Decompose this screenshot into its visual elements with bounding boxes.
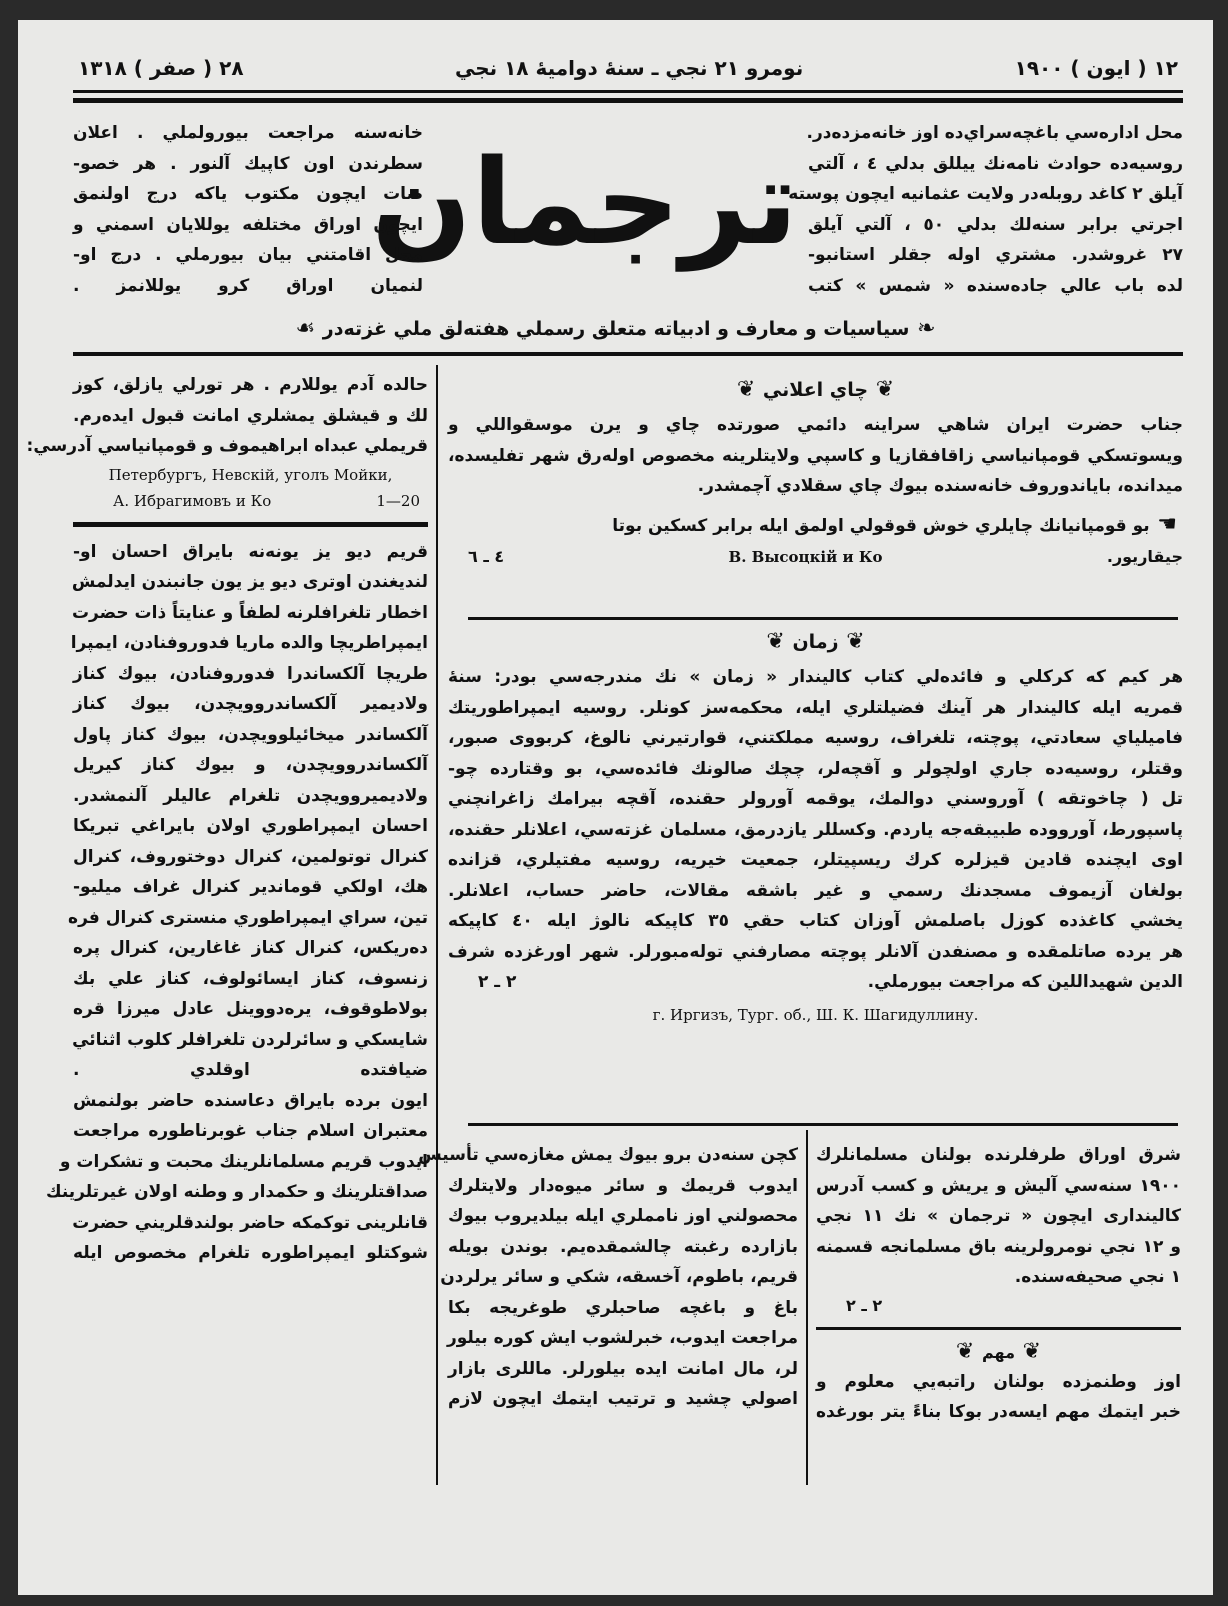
tea-advertisement bbox=[448, 376, 1183, 569]
text-line: لنديغندن اوترى ديو يز يون جانبندن ايدلمش bbox=[71, 572, 428, 592]
left-column bbox=[26, 370, 428, 1269]
text-line: محصولني اوز نامملري ايله بيلديروب بيوك bbox=[448, 1206, 798, 1226]
tea-footer: ٤ ـ ٦ В. Высоцкій и Ко جيقاريور. bbox=[468, 547, 1183, 566]
section-rule bbox=[468, 617, 1178, 620]
masthead-title: ترجمان bbox=[371, 133, 798, 271]
date-julian: ١٢ ( ايون ) ١٩٠٠ bbox=[1014, 56, 1178, 80]
text-line: لده باب عالي جاده‌سنده « شمس » كتب bbox=[808, 275, 1183, 296]
text-line: ٢٧ غروشدر. مشتري اوله جقلر استانبو- bbox=[808, 245, 1183, 265]
text-line: قريم، باطوم، آخسقه، شكي و سائر يرلردن bbox=[440, 1267, 798, 1287]
section-rule bbox=[73, 522, 428, 527]
text-line: ايون برده بايراق دعاسنده حاضر بولنمش bbox=[73, 1090, 428, 1111]
text-line: هر كيم كه كركلي و فائده‌لي كتاب كاليندار « زمان » نك مندرجه‌سي بودر: سنهٔ bbox=[448, 667, 1183, 687]
zaman-code: ٢ ـ ٢ bbox=[478, 972, 517, 992]
text-line: شوكتلو ايمپراطوره تلغرام مخصوص ايله bbox=[73, 1243, 428, 1263]
text-line: قريم ديو يز يونه‌نه بايراق احسان او- bbox=[73, 541, 428, 562]
masthead-subtitle: ❧ سياسيات و معارف و ادبياته متعلق رسملي هفته‌لق ملي غزته‌در ☙ bbox=[295, 316, 936, 341]
top-rule bbox=[73, 90, 1183, 93]
text-line: تل ( چاخوتقه ) آوروسني دوالمك، يوقمه آورولر حقنده، آقچه بيرامك زاغرانچني bbox=[448, 789, 1183, 809]
text-line: حالده آدم يوللارم . هر تورلي يازلق، كوز bbox=[73, 375, 428, 395]
text-line: جناب حضرت ايران شاهي سراينه دائمي صورتده چاي و يرن موسقواللي و bbox=[448, 415, 1183, 435]
text-line: باغ و باغچه صاحبلري طوغريجه بكا bbox=[448, 1297, 798, 1318]
address-russian: Петербургъ, Невскій, уголъ Мойки, bbox=[108, 465, 393, 484]
zaman-advertisement bbox=[448, 628, 1183, 1024]
text-line: كاليندارى ايچون « ترجمان » نك ١١ نجي bbox=[816, 1206, 1181, 1226]
text-line: ١ نجي صحيفه‌سنده. bbox=[1014, 1267, 1181, 1287]
text-line: خبر ايتمك مهم ايسه‌در بوكا بناءً يتر بورغده bbox=[816, 1402, 1181, 1422]
text-line: اوز وطنمزده بولنان راتبه‌يي معلوم و bbox=[816, 1371, 1181, 1392]
text-line: زنسوف، كناز ايسائولوف، كناز علي بك bbox=[73, 968, 428, 989]
text-line: اوى ايچنده قادين قيزلره كرك ريسپيتلر، جمعيت خيريه، روسيه مفتيلري، قزانده bbox=[448, 850, 1183, 870]
middle-column bbox=[418, 1140, 798, 1415]
text-line: ايدوب قريمك و سائر ميوه‌دار ولايتلرك bbox=[448, 1175, 798, 1196]
text-line: ضيافتده اوقلدي . bbox=[73, 1060, 428, 1080]
ornament-icon: ☙ bbox=[295, 316, 323, 341]
text-line: ١٩٠٠ سنه‌سي آليش و يريش و كسب آدرس bbox=[816, 1175, 1181, 1196]
text-line: كنرال توتولمين، كنرال دوختوروف، كنرال bbox=[73, 846, 428, 867]
column-divider bbox=[436, 365, 438, 1485]
text-line: لك و قيشلق يمشلري امانت قبول ايده‌رم. bbox=[73, 405, 428, 426]
text-line: محل اقامتني بيان بيورملي . درج او- bbox=[73, 245, 423, 265]
text-line: شايسكي و سائرلردن تلغرافلر كلوب اثنائي bbox=[72, 1029, 428, 1050]
text-line: ولاديمير آلكساندروويچدن، بيوك كناز bbox=[73, 694, 428, 714]
text-line: كچن سنه‌دن برو بيوك يمش مغازه‌سي تأسيس bbox=[418, 1145, 798, 1165]
ornament-icon: ❧ bbox=[909, 316, 936, 341]
issue-number: نومرو ٢١ نجي ـ سنهٔ دوامیهٔ ١٨ نجي bbox=[454, 56, 804, 80]
text-line: ده‌ريكس، كنرال كناز غاغارين، كنرال پره bbox=[73, 938, 428, 958]
text-line: ولاديميروويچدن تلغرام عاليلر آلنمشدر. bbox=[73, 785, 428, 806]
right-column bbox=[816, 1140, 1181, 1428]
text-line: سطرندن اون كاپيك آلنور . هر خصو- bbox=[73, 153, 423, 174]
text-line: ميدانده، باياندوروف خانه‌سنده بيوك چاي سقلادي آچمشدر. bbox=[697, 476, 1183, 496]
text-line: لنميان اوراق كرو يوللانمز . bbox=[73, 275, 423, 296]
text-line: فاميلياي سعادتي، پوچته، تلغراف، روسيه مملكتني، قوارتيرني نالوغ، كربووى صبور، bbox=[448, 728, 1183, 748]
date-line bbox=[78, 56, 1178, 80]
text-line: ايمپراطريچا والده ماريا فدوروفنادن، ايمپرا bbox=[70, 633, 428, 653]
zaman-last-row bbox=[448, 967, 1183, 998]
text-line: لر، مال امانت ايده بيلورلر. ماللرى بازار bbox=[448, 1358, 798, 1379]
masthead-left-text bbox=[73, 118, 423, 301]
text-line: هر يرده صاتلمقده و مصنفدن آلانلر پوچته مصارفني توله‌مبورلر. شهر اورغزده شرف bbox=[448, 941, 1183, 962]
text-line: يخشي كاغذده كوزل باصلمش آوزان كتاب حقي ٣٥ كاپيكه نالوژ ايله ٤٠ كاپيكه bbox=[448, 911, 1183, 931]
text-line: تين، سراي ايمپراطوري منسترى كنرال فره bbox=[68, 907, 428, 928]
right-code: ٢ ـ ٢ bbox=[846, 1295, 883, 1315]
text-line: اخطار تلغرافلرنه لطفاً و عنايتاً ذات حضرت bbox=[71, 602, 428, 623]
text-line: اصولي چشيد و ترتيب ايتمك ايچون لازم bbox=[448, 1389, 798, 1409]
text-line: محل اداره‌سي باغچه‌سراي‌ده اوز خانه‌مزده‌در. bbox=[806, 123, 1183, 143]
firm-line: А. Ибрагимовъ и Ко 1—20 bbox=[113, 491, 420, 510]
text-line: طريچا آلكساندرا فدوروفنادن، بيوك كناز bbox=[73, 663, 428, 684]
text-line: پاسپورط، آورووده طبيبقه‌جه ياردم. وكسللر يازدرمق، مسلمان غزته‌سي، اعلانلر حقنده، bbox=[448, 819, 1183, 840]
notice-heading: ❦ مهم ❦ bbox=[955, 1338, 1042, 1364]
text-line: ايدوب قريم مسلمانلرينك محبت و تشكرات و bbox=[59, 1151, 428, 1172]
column-divider bbox=[806, 1130, 808, 1485]
newspaper-page bbox=[18, 20, 1213, 1595]
masthead-rule bbox=[73, 352, 1183, 356]
text-line: قريملي عبداه ابراهيموف و قومپانياسي آدرسي: bbox=[26, 436, 428, 456]
text-line: روسيه‌ده حوادث نامه‌نك ييللق بدلي ٤ ، آلتي bbox=[808, 153, 1183, 174]
text-line: بازارده رغبته چالشمقده‌يم. بوندن بويله bbox=[448, 1236, 798, 1257]
text-line: احسان ايمپراطوري اولان بايراغي تبريكا bbox=[73, 816, 428, 836]
tea-note: ☚ بو قومپانيانك چايلري خوش قوقولي اولمق ايله برابر كسكين بوتا bbox=[612, 511, 1177, 537]
text-line: صداقتلرينك و حكمدار و وطنه اولان غيرتلرينك bbox=[46, 1182, 428, 1202]
text-line: هك، اولكي قوماندير كنرال غراف ميليو- bbox=[73, 877, 428, 897]
text-line: ايچون اوراق مختلفه يوللايان اسمني و bbox=[73, 214, 423, 235]
text-line: بولغان آزيموف مسجدنك رسمي و غير باشقه مقالات، حاضر حساب، اعلانلر. bbox=[448, 880, 1183, 901]
text-line: خانه‌سنه مراجعت بيورولملي . اعلان bbox=[73, 123, 423, 143]
top-rule-thick bbox=[73, 98, 1183, 103]
text-line: الدين شهيداللين كه مراجعت بيورملي. bbox=[867, 972, 1183, 992]
text-line: ويسوتسكي قومپانياسي زاقافقازيا و كاسپي ولايتلرينه مخصوص اوله‌رق شهر تفليسده، bbox=[448, 445, 1183, 466]
text-line: قمريه ايله كاليندار هر آينك فضيلتلري ايله، محكمه‌سز كونلر. روسيه ايمپراطوريتك bbox=[448, 697, 1183, 718]
text-line: شرق اوراق طرفلرنده بولنان مسلمانلرك bbox=[816, 1145, 1181, 1165]
zaman-address: г. Иргизъ, Тург. об., Ш. К. Шагидуллину. bbox=[652, 1005, 979, 1024]
zaman-heading: ❦ زمان ❦ bbox=[766, 629, 865, 654]
section-rule bbox=[816, 1327, 1181, 1330]
text-line: آيلق ٢ كاغد روبله‌در ولايت عثمانيه ايچون پوسته bbox=[788, 184, 1183, 204]
text-line: اجرتي برابر سنه‌لك بدلي ٥٠ ، آلتي آيلق bbox=[808, 214, 1183, 235]
text-line: وقتلر، روسيه‌ده جاري اولچولر و آقچه‌لر، چچك صالونك فائده‌سي، بو وقتارده چو- bbox=[448, 758, 1183, 779]
tea-heading: ❦ چاي اعلاني ❦ bbox=[736, 377, 895, 402]
text-line: بولاطوقوف، يره‌دوو‌ينل عادل ميرزا قره bbox=[73, 999, 428, 1019]
text-line: آلكساندر ميخائيلوويچدن، بيوك كناز پاول bbox=[73, 724, 428, 745]
text-line: صات ايچون مكتوب ياكه درج اولنمق bbox=[73, 184, 423, 204]
section-rule bbox=[468, 1123, 1178, 1126]
date-hijri: ٢٨ ( صفر ) ١٣١٨ bbox=[78, 56, 244, 80]
text-line: و ١٢ نجي نومرولرينه باق مسلمانجه قسمنه bbox=[816, 1236, 1181, 1257]
text-line: آلكساندروويچدن، و بيوك كناز كيريل bbox=[73, 755, 428, 775]
article-banner bbox=[46, 537, 428, 1269]
text-line: قانلرينی توكمكه حاضر بولندقلريني حضرت bbox=[72, 1212, 428, 1233]
masthead-right-text bbox=[788, 118, 1183, 301]
text-line: مراجعت ايدوب، خبرلشوب ايش كوره بيلور bbox=[446, 1328, 798, 1348]
text-line: معتبران اسلام جناب غوبرناطوره مراجعت bbox=[73, 1121, 428, 1141]
